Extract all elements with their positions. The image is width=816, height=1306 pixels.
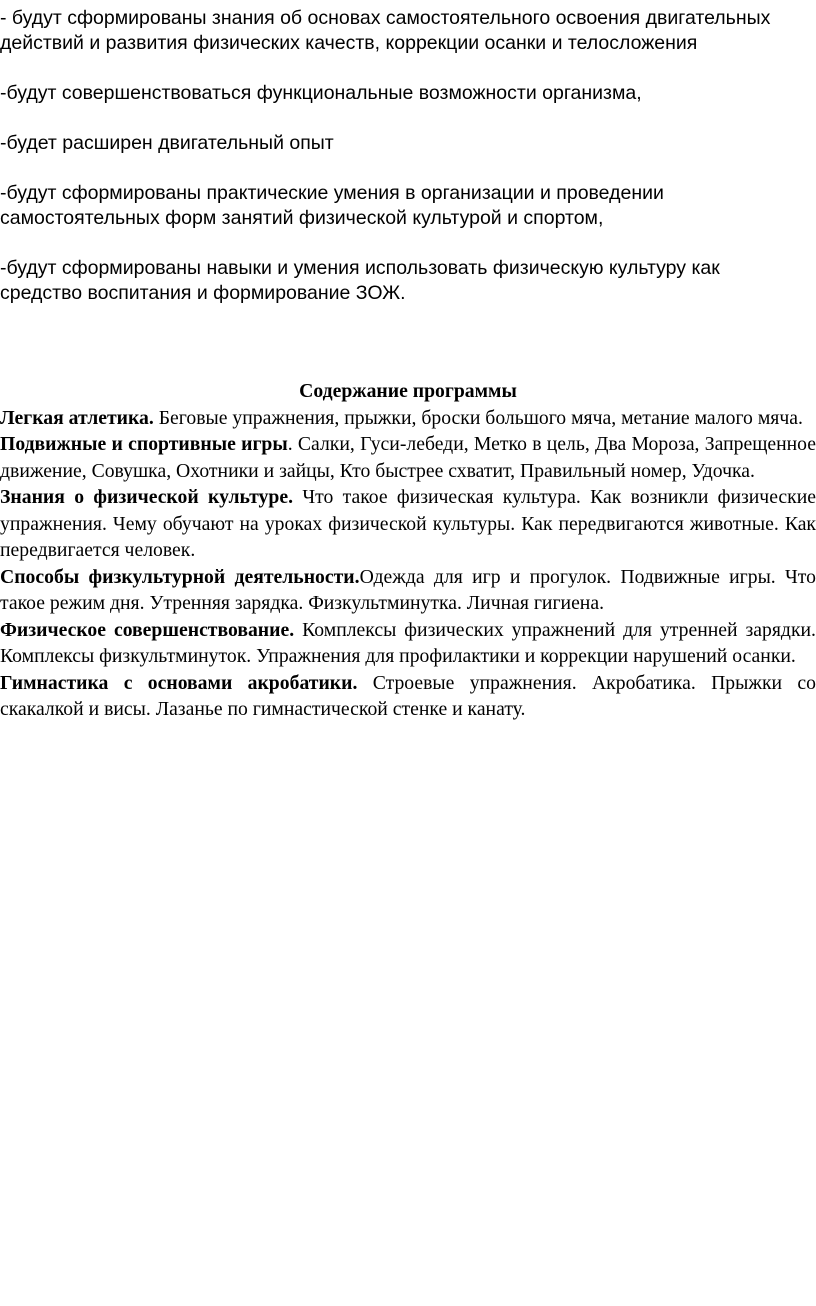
section-heading: Способы физкультурной деятельности.	[0, 565, 360, 588]
section-heading: Физическое совершенствование.	[0, 618, 295, 641]
section-heading: Гимнастика с основами акробатики.	[0, 671, 358, 694]
section-text: Одежда для игр и прогулок. Подвижные игры. Что такое режим дня. Утренняя зарядка. Физкультминутка. Личная гигиена.	[0, 565, 816, 614]
section-heading: Знания о физической культуре.	[0, 486, 294, 508]
outcome-item: -будут совершенствоваться функциональные возможности организма,	[0, 82, 642, 104]
section-text: Беговые упражнения, прыжки, броски большого мяча, метание малого мяча.	[153, 406, 803, 429]
outcome-item: - будут сформированы знания об основах самостоятельного освоения двигательных действий и развития физических качеств, коррекции осанки и телосложения	[0, 7, 771, 54]
program-content	[0, 378, 816, 723]
outcome-item: -будет расширен двигательный опыт	[0, 132, 334, 154]
section-text: Комплексы физических упражнений для утренней зарядки. Комплексы физкультминуток. Упражнения для профилактики и коррекции нарушений осанки.	[0, 618, 816, 667]
section-physical-improvement	[0, 617, 816, 670]
learning-outcomes	[0, 6, 800, 331]
section-gymnastics	[0, 670, 816, 723]
outcome-item: -будут сформированы практические умения в организации и проведении самостоятельных форм занятий физической культурой и спортом,	[0, 182, 664, 229]
section-text: . Салки, Гуси-лебеди, Метко в цель, Два Мороза, Запрещенное движение, Совушка, Охотники и зайцы, Кто быстрее схватит, Правильный номер, Удочка.	[0, 433, 816, 482]
section-text: Что такое физическая культура. Как возникли физические упражнения. Чему обучают на уроках физической культуры. Как передвигаются животные. Как передвигается человек.	[0, 486, 816, 561]
section-heading: Подвижные и спортивные игры	[0, 433, 288, 455]
section-athletics	[0, 405, 816, 432]
outcome-item: -будут сформированы навыки и умения использовать физическую культуру как средство воспитания и формирование ЗОЖ.	[0, 257, 720, 304]
content-title: Содержание программы	[299, 380, 517, 402]
section-heading: Легкая атлетика.	[0, 406, 154, 429]
section-text: Строевые упражнения. Акробатика. Прыжки со скакалкой и висы. Лазанье по гимнастической стенке и канату.	[0, 671, 816, 720]
section-games	[0, 431, 816, 484]
section-activity-methods	[0, 564, 816, 617]
section-knowledge	[0, 484, 816, 564]
